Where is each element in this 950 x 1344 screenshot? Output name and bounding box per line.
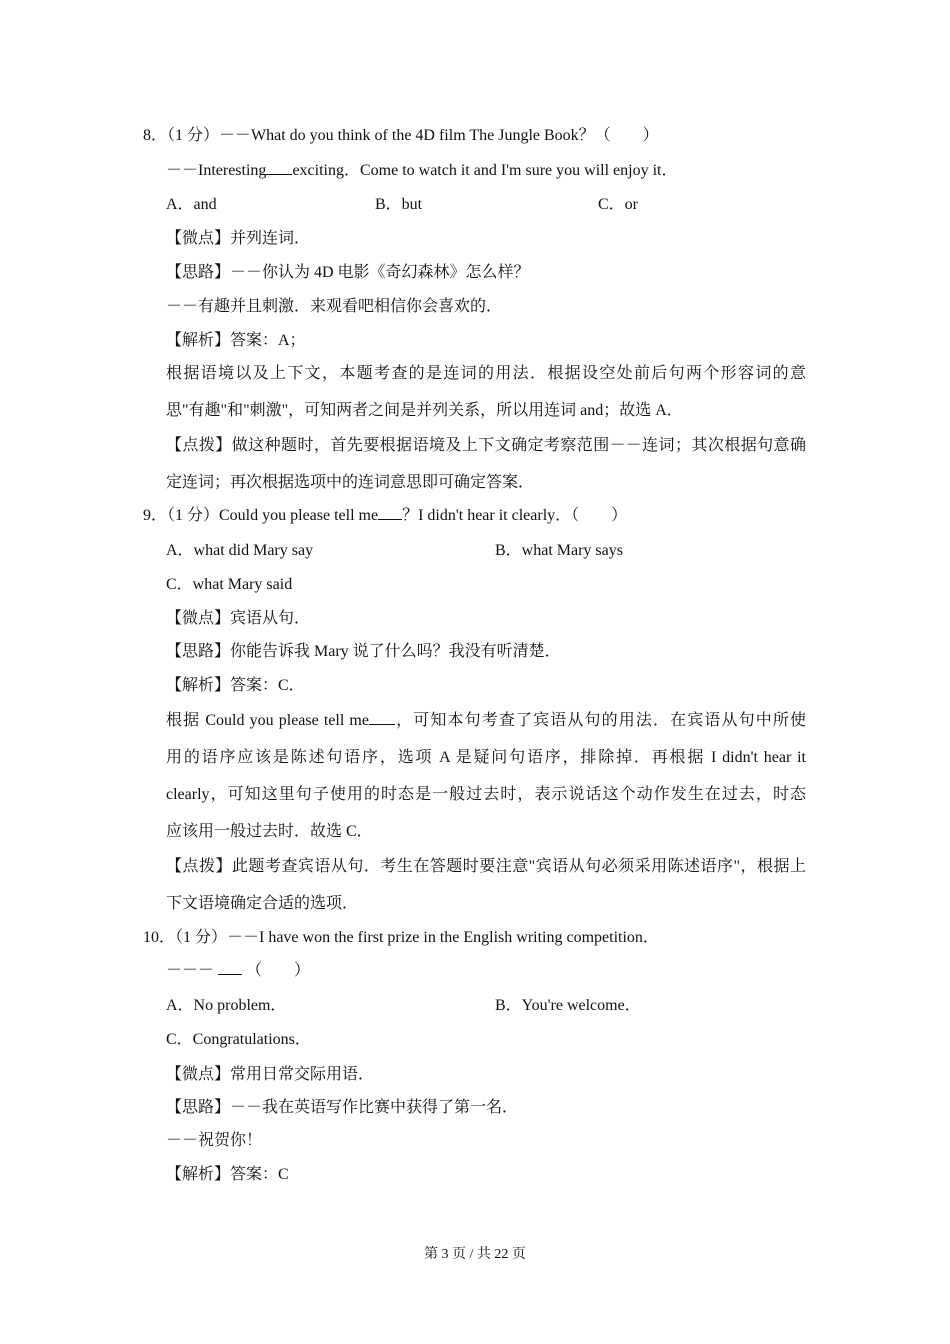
q9-silu: 【思路】你能告诉我 Mary 说了什么吗？我没有听清楚． xyxy=(166,643,561,660)
q10-dialogue xyxy=(166,960,310,982)
q8-option-b: B．but xyxy=(375,196,423,213)
q9-weidian: 【微点】宾语从句． xyxy=(166,610,311,627)
q10-stem: 10．（1 分）－－I have won the first prize in the English writing competition． xyxy=(143,929,659,946)
q9-explanation-1-pre: 根据 Could you please tell me xyxy=(166,712,369,729)
q8-explanation-2: 思"有趣"和"刺激"，可知两者之间是并列关系，所以用连词 and；故选 A． xyxy=(166,402,683,419)
q9-option-c: C．what Mary said xyxy=(166,576,293,593)
q8-dialogue-pre: －－Interesting xyxy=(166,162,267,179)
q9-option-b: B．what Mary says xyxy=(495,542,623,559)
q8-dialogue-post: exciting．Come to watch it and I'm sure you will enjoy it． xyxy=(292,162,678,179)
q10-dialogue-post: （ ） xyxy=(246,962,311,979)
q9-explanation-2: 用的语序应该是陈述句语序，选项 A 是疑问句语序，排除掉．再根据 I didn't hear it xyxy=(166,749,806,766)
q8-stem: 8．（1 分）－－What do you think of the 4D film The Jungle Book？（ ） xyxy=(143,127,659,144)
q10-weidian: 【微点】常用日常交际用语． xyxy=(166,1066,375,1083)
q8-jiexi: 【解析】答案：A； xyxy=(166,332,306,349)
page-footer: 第 3 页 / 共 22 页 xyxy=(424,1247,526,1262)
q9-explanation-blank xyxy=(369,710,395,725)
q10-silu-2: －－祝贺你！ xyxy=(166,1132,263,1149)
q8-dialogue xyxy=(166,160,677,182)
q9-dianbo-2: 下文语境确定合适的选项． xyxy=(166,895,359,912)
q10-option-a: A．No problem． xyxy=(166,997,287,1014)
q9-option-a: A．what did Mary say xyxy=(166,542,314,559)
q8-silu-2: －－有趣并且刺激．来观看吧相信你会喜欢的． xyxy=(166,298,503,315)
q9-stem-pre: 9．（1 分）Could you please tell me xyxy=(143,507,379,524)
q10-dialogue-pre: －－－ xyxy=(166,962,215,979)
q9-answer-blank xyxy=(378,505,402,520)
q8-option-c: C．or xyxy=(598,196,639,213)
q9-explanation-4: 应该用一般过去时．故选 C． xyxy=(166,823,373,840)
q8-dianbo-2: 定连词；再次根据选项中的连词意思即可确定答案． xyxy=(166,474,535,491)
q10-option-b: B．You're welcome． xyxy=(495,997,641,1014)
q10-answer-blank xyxy=(218,960,242,975)
q8-answer-blank xyxy=(266,160,292,175)
q10-jiexi: 【解析】答案：C xyxy=(166,1166,289,1183)
q8-explanation-1: 根据语境以及上下文，本题考查的是连词的用法．根据设空处前后句两个形容词的意 xyxy=(166,365,806,382)
q8-option-a: A．and xyxy=(166,196,217,213)
q9-jiexi: 【解析】答案：C． xyxy=(166,677,305,694)
q9-explanation-1 xyxy=(166,710,806,732)
q8-weidian: 【微点】并列连词． xyxy=(166,230,311,247)
q10-option-c: C．Congratulations． xyxy=(166,1031,311,1048)
q9-stem xyxy=(143,505,627,527)
q8-silu-1: 【思路】－－你认为 4D 电影《奇幻森林》怎么样？ xyxy=(166,264,530,281)
q9-dianbo-1: 【点拨】此题考查宾语从句．考生在答题时要注意"宾语从句必须采用陈述语序"，根据上 xyxy=(166,858,806,875)
q9-explanation-3: clearly，可知这里句子使用的时态是一般过去时，表示说话这个动作发生在过去，时态 xyxy=(166,786,806,803)
q10-silu-1: 【思路】－－我在英语写作比赛中获得了第一名． xyxy=(166,1099,519,1116)
q8-dianbo-1: 【点拨】做这种题时，首先要根据语境及上下文确定考察范围－－连词；其次根据句意确 xyxy=(166,437,806,454)
q9-explanation-1-post: ，可知本句考查了宾语从句的用法．在宾语从句中所使 xyxy=(394,712,806,729)
q9-stem-post: ？I didn't hear it clearly．（ ） xyxy=(402,507,628,524)
